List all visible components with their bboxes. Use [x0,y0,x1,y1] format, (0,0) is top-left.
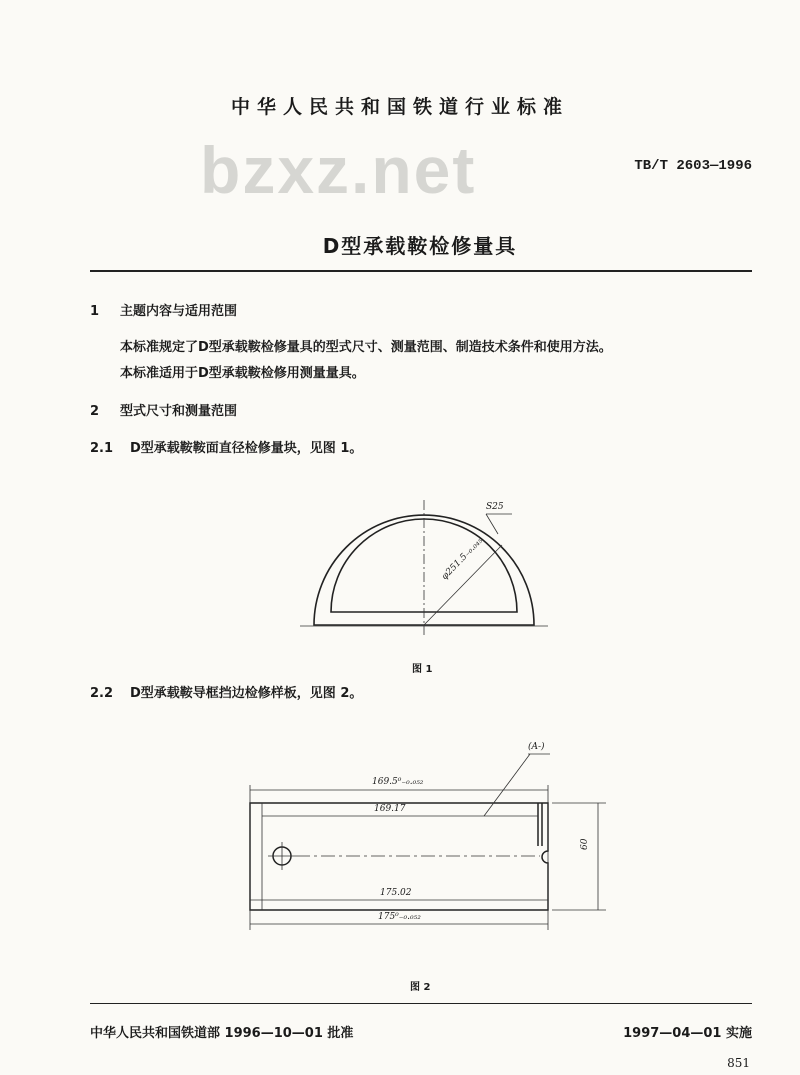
section-2-title: 型式尺寸和测量范围 [120,404,238,419]
figure-2-dim-bottom-a: 175.02 [380,888,412,898]
figure-2-dim-top-b: 169.17 [374,804,406,814]
figure-1-radius-dimension: φ251.5₋₀.₀₄₅ [440,536,485,582]
section-2-1-number: 2.1 [90,441,114,456]
section-2-number: 2 [90,404,100,419]
effective-date: 1997—04—01 实施 [623,1026,752,1041]
figure-2-tag: (A-) [528,742,545,752]
section-2-1-title: D型承载鞍鞍面直径检修量块，见图 1。 [130,441,363,456]
figure-1-tag: S25 [486,502,504,512]
watermark: bzxz.net [200,133,477,207]
figure-2-dim-top-a: 169.5⁰₋₀.₀₅₂ [372,777,424,787]
section-2-2-number: 2.2 [90,686,114,701]
section-1-paragraph-1: 本标准规定了D型承载鞍检修量具的型式尺寸、测量范围、制造技术条件和使用方法。 [120,340,612,355]
figure-2-caption: 图 2 [410,982,431,993]
standard-number: TB/T 2603—1996 [634,158,752,174]
figure-1-caption: 图 1 [412,664,433,675]
section-1-number: 1 [90,304,100,319]
document-title: D型承载鞍检修量具 [322,234,518,258]
section-1-title: 主题内容与适用范围 [120,304,238,319]
section-2-2-title: D型承载鞍导框挡边检修样板，见图 2。 [130,686,363,701]
figure-2-leader-line [484,754,530,816]
figure-2-dim-height: 60 [580,838,590,850]
footer-divider [90,1003,752,1004]
figure-2-dim-bottom-b: 175⁰₋₀.₀₅₂ [378,912,421,922]
page-number: 851 [727,1056,750,1070]
approval-line: 中华人民共和国铁道部 1996—10—01 批准 [90,1026,354,1041]
issuing-body-title: 中华人民共和国铁道行业标准 [230,96,569,118]
section-1-paragraph-2: 本标准适用于D型承载鞍检修用测量量具。 [120,366,365,381]
